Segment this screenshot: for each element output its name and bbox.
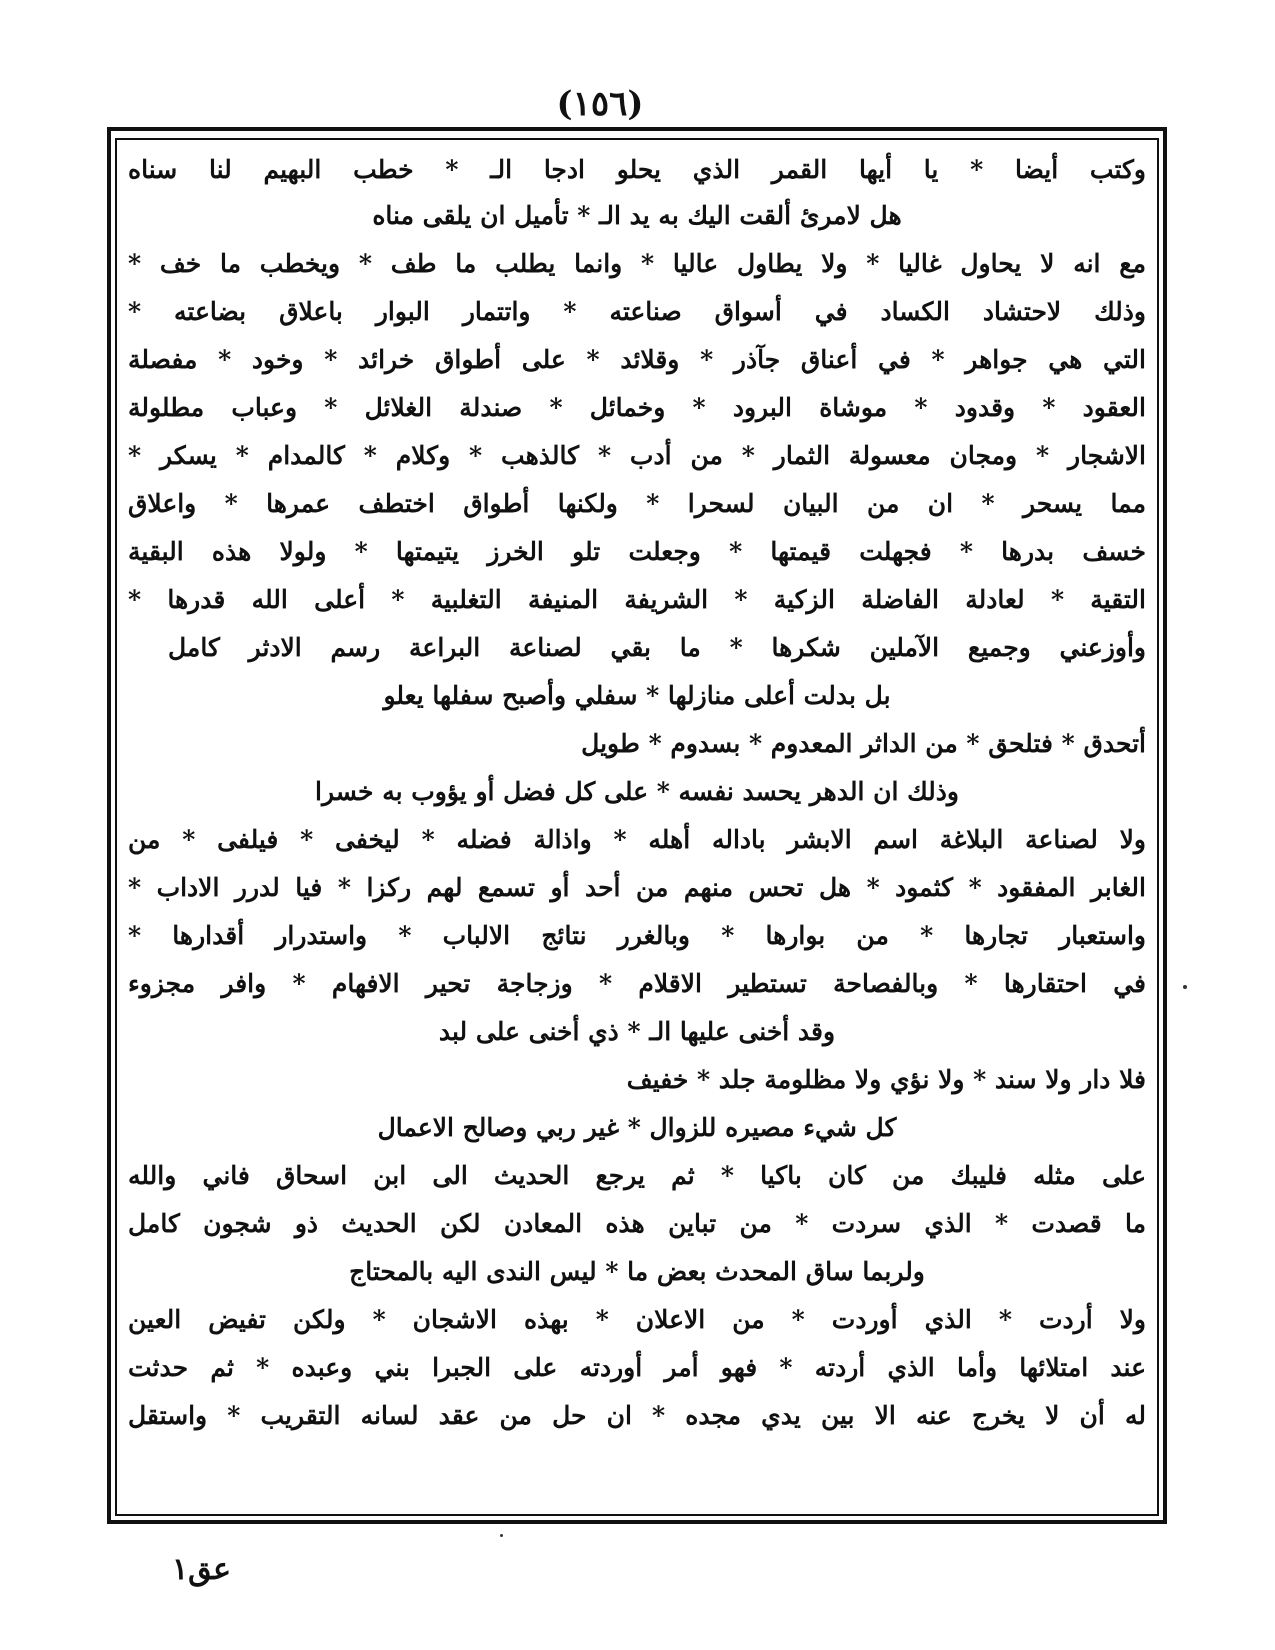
text-line: في احتقارها * وبالفصاحة تستطير الاقلام * وزجاجة تحير الافهام * وافر مجزوء [128, 969, 1146, 998]
text-line: وذلك لاحتشاد الكساد في أسواق صناعته * واتتمار البوار باعلاق بضاعته * [128, 297, 1146, 326]
page-number: (١٥٦) [556, 84, 644, 124]
verse-line: وقد أخنى عليها الـ * ذي أخنى على لبد [438, 1017, 836, 1046]
manuscript-text [128, 148, 1146, 1510]
text-line: الغابر المفقود * كثمود * هل تحس منهم من أحد أو تسمع لهم ركزا * فيا لدرر الاداب * [128, 873, 1146, 902]
text-line: الاشجار * ومجان معسولة الثمار * من أدب * كالذهب * وكلام * كالمدام * يسكر * [128, 441, 1146, 470]
scan-speck [1183, 985, 1187, 989]
text-line: العقود * وقدود * موشاة البرود * وخمائل * صندلة الغلائل * وعباب مطلولة [128, 393, 1146, 422]
text-line: واستعبار تجارها * من بوارها * وبالغرر نتائج الالباب * واستدرار أقدارها * [128, 921, 1146, 950]
text-line: على مثله فليبك من كان باكيا * ثم يرجع الحديث الى ابن اسحاق فاني والله [128, 1161, 1146, 1190]
catchword: عق١ [172, 1552, 232, 1587]
text-line: ولا أردت * الذي أوردت * من الاعلان * بهذه الاشجان * ولكن تفيض العين [128, 1305, 1146, 1334]
text-line: أتحدق * فتلحق * من الداثر المعدوم * بسدوم * طويل [581, 729, 1146, 758]
text-line: ما قصدت * الذي سردت * من تباين هذه المعادن لكن الحديث ذو شجون كامل [128, 1209, 1146, 1238]
scan-speck [500, 1534, 503, 1537]
text-line: عند امتلائها وأما الذي أردته * فهو أمر أوردته على الجبرا بني وعبده * ثم حدثت [128, 1353, 1146, 1382]
verse-line: كل شيء مصيره للزوال * غير ربي وصالح الاعمال [377, 1113, 897, 1142]
text-line: خسف بدرها * فجهلت قيمتها * وجعلت تلو الخرز يتيمتها * ولولا هذه البقية [128, 537, 1146, 566]
text-line: مع انه لا يحاول غاليا * ولا يطاول عاليا * وانما يطلب ما طف * ويخطب ما خف * [128, 249, 1146, 278]
text-line: التقية * لعادلة الفاضلة الزكية * الشريفة المنيفة التغلبية * أعلى الله قدرها * [128, 585, 1146, 614]
text-line: مما يسحر * ان من البيان لسحرا * ولكنها أطواق اختطف عمرها * واعلاق [128, 489, 1146, 518]
text-line: وأوزعني وجميع الآملين شكرها * ما بقي لصناعة البراعة رسم الادثر كامل [168, 633, 1146, 662]
verse-line: بل بدلت أعلى منازلها * سفلي وأصبح سفلها يعلو [383, 681, 891, 710]
text-line: له أن لا يخرج عنه الا بين يدي مجده * ان حل من عقد لسانه التقريب * واستقل [128, 1401, 1146, 1430]
verse-line: وذلك ان الدهر يحسد نفسه * على كل فضل أو يؤوب به خسرا [315, 777, 959, 806]
text-line: وكتب أيضا * يا أيها القمر الذي يحلو ادجا الـ * خطب البهيم لنا سناه [128, 155, 1146, 184]
text-line: التي هي جواهر * في أعناق جآذر * وقلائد * على أطواق خرائد * وخود * مفصلة [128, 345, 1146, 374]
verse-line: ولربما ساق المحدث بعض ما * ليس الندى اليه بالمحتاج [349, 1257, 925, 1286]
text-line: فلا دار ولا سند * ولا نؤي ولا مظلومة جلد * خفيف [626, 1065, 1146, 1094]
text-line: ولا لصناعة البلاغة اسم الابشر باداله أهله * واذالة فضله * ليخفى * فيلفى * من [128, 825, 1146, 854]
verse-line: هل لامرئ ألقت اليك به يد الـ * تأميل ان يلقى مناه [372, 201, 902, 230]
